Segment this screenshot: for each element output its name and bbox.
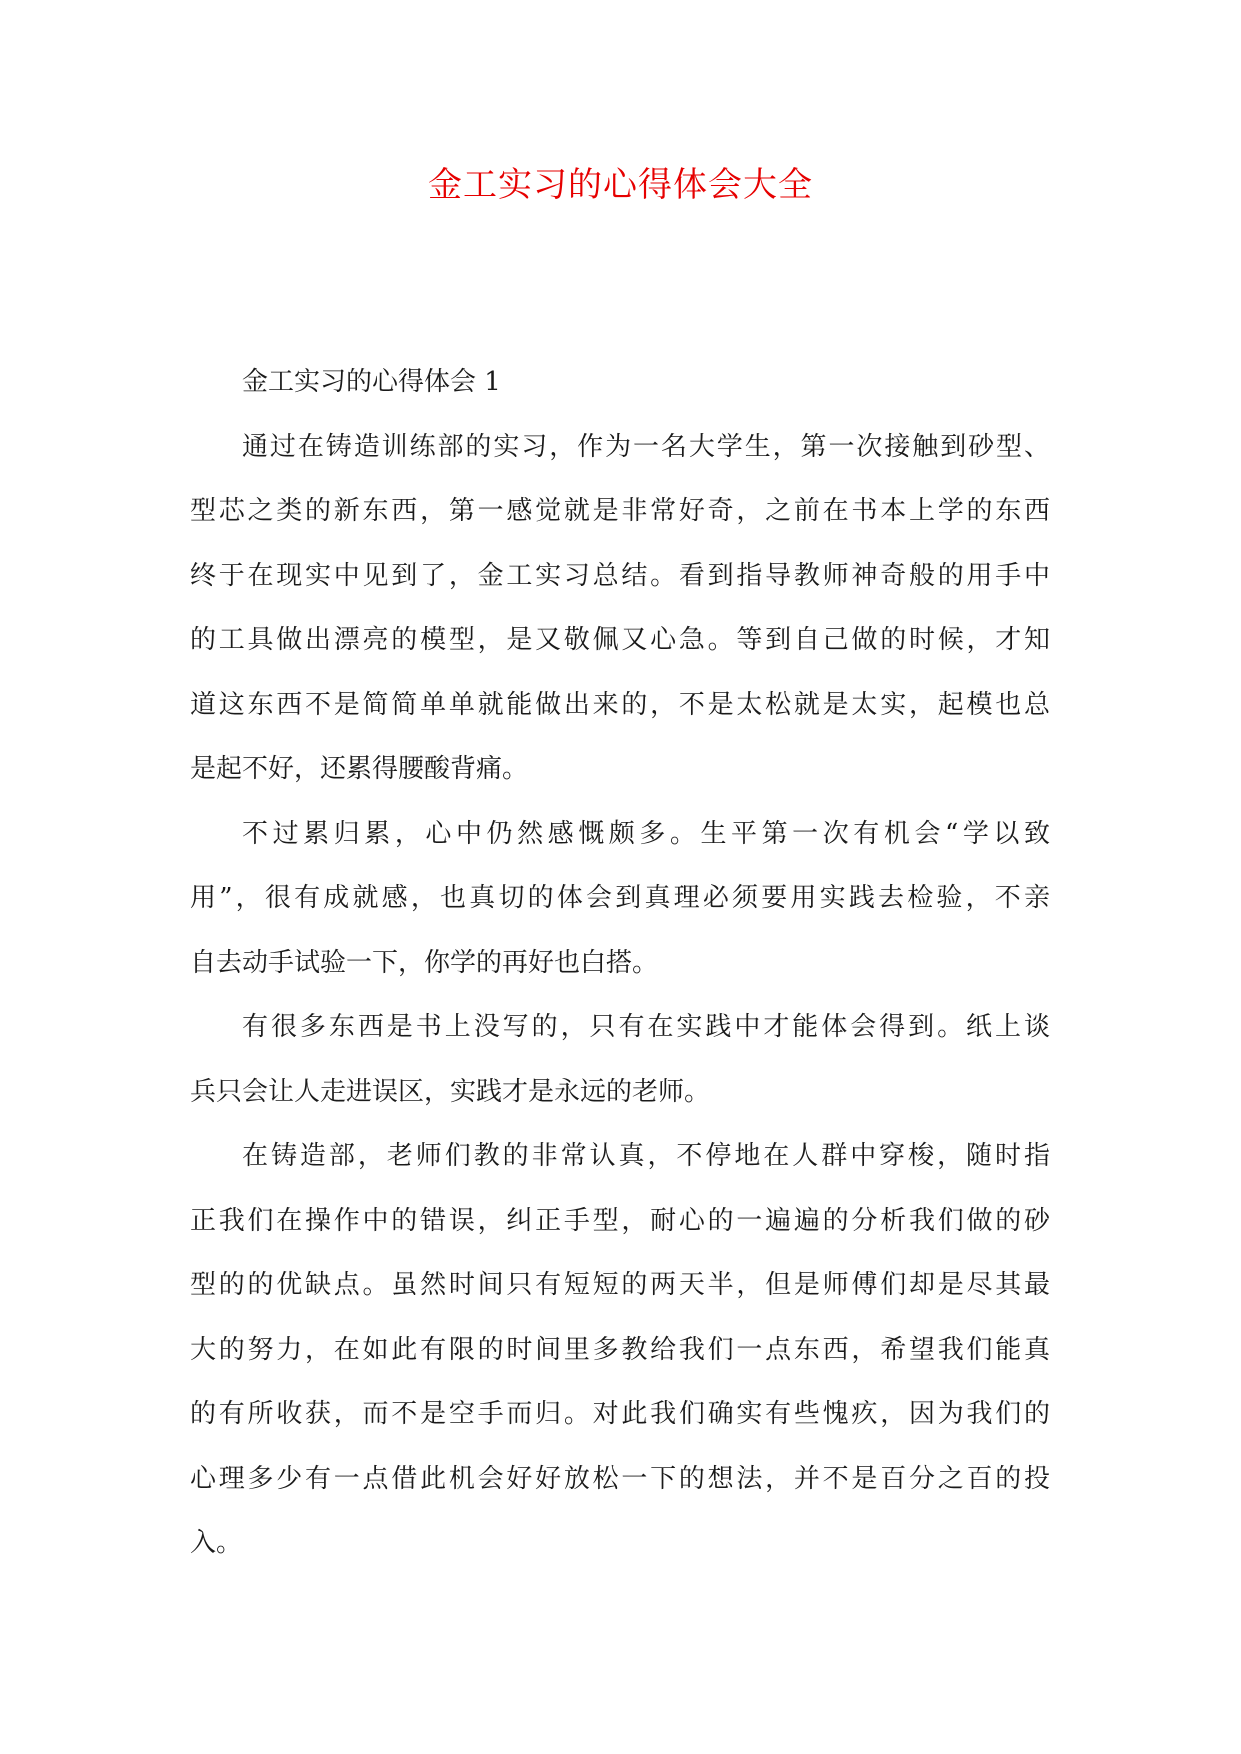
paragraph-line: 心理多少有一点借此机会好好放松一下的想法，并不是百分之百的投 xyxy=(190,1463,1050,1494)
section-heading: 金工实习的心得体会 1 xyxy=(242,367,501,397)
paragraph-line: 兵只会让人走进误区，实践才是永远的老师。 xyxy=(190,1076,711,1107)
paragraph-line: 通过在铸造训练部的实习，作为一名大学生，第一次接触到砂型、 xyxy=(242,431,1050,462)
paragraph-line: 正我们在操作中的错误，纠正手型，耐心的一遍遍的分析我们做的砂 xyxy=(190,1205,1050,1236)
paragraph-line: 的有所收获，而不是空手而归。对此我们确实有些愧疚，因为我们的 xyxy=(190,1399,1050,1429)
paragraph-line: 终于在现实中见到了，金工实习总结。看到指导教师神奇般的用手中 xyxy=(190,560,1050,591)
paragraph-line: 的工具做出漂亮的模型，是又敬佩又心急。等到自己做的时候，才知 xyxy=(190,625,1050,655)
paragraph-line: 型芯之类的新东西，第一感觉就是非常好奇，之前在书本上学的东西 xyxy=(190,496,1050,526)
paragraph-line: 自去动手试验一下，你学的再好也白搭。 xyxy=(190,947,659,978)
paragraph-line: 是起不好，还累得腰酸背痛。 xyxy=(190,754,529,784)
document-body xyxy=(190,350,1050,1576)
paragraph-line: 型的的优缺点。虽然时间只有短短的两天半，但是师傅们却是尽其最 xyxy=(190,1270,1050,1300)
paragraph-line: 在铸造部，老师们教的非常认真，不停地在人群中穿梭，随时指 xyxy=(242,1141,1050,1171)
paragraph xyxy=(190,415,1050,802)
paragraph-line: 不过累归累，心中仍然感慨颇多。生平第一次有机会“学以致 xyxy=(242,818,1050,849)
paragraph-line: 入。 xyxy=(190,1528,243,1558)
paragraph-line: 有很多东西是书上没写的，只有在实践中才能体会得到。纸上谈 xyxy=(242,1012,1050,1042)
paragraph xyxy=(190,802,1050,996)
paragraph-line: 大的努力，在如此有限的时间里多教给我们一点东西，希望我们能真 xyxy=(190,1334,1050,1365)
paragraph-line: 用”，很有成就感，也真切的体会到真理必须要用实践去检验，不亲 xyxy=(190,883,1050,913)
paragraph xyxy=(190,995,1050,1124)
paragraph xyxy=(190,1124,1050,1576)
paragraph-line: 道这东西不是简简单单就能做出来的，不是太松就是太实，起模也总 xyxy=(190,689,1050,720)
document-title: 金工实习的心得体会大全 xyxy=(428,165,813,205)
